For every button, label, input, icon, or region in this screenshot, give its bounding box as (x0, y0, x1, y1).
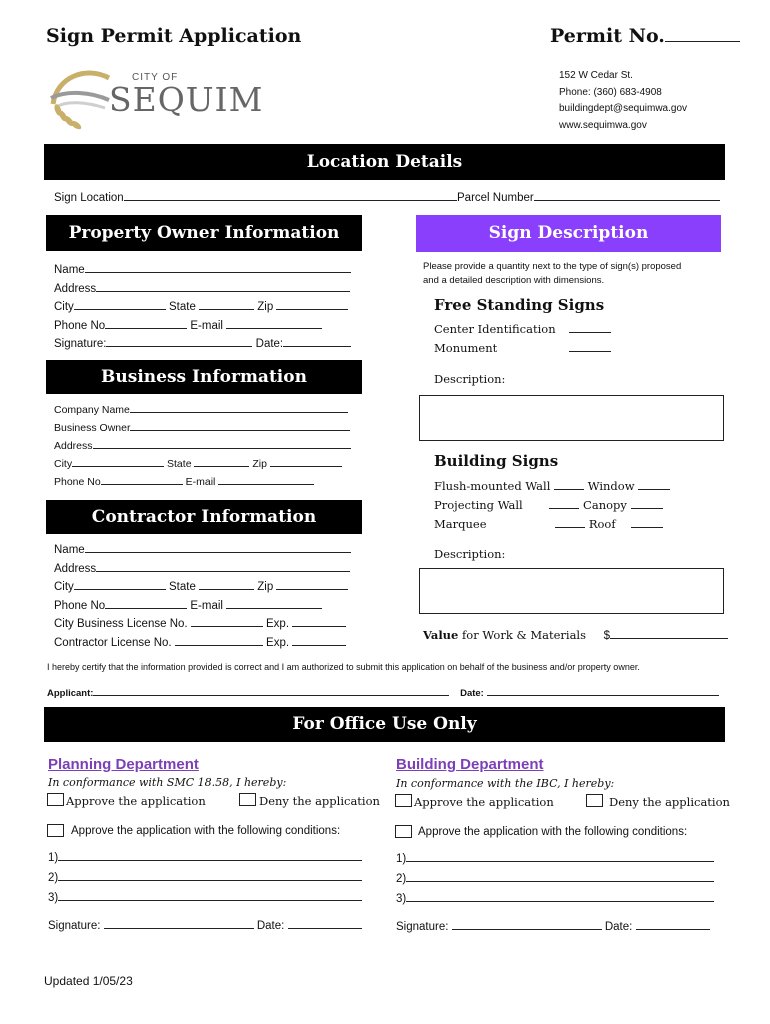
city-license-label: City Business License No. (54, 618, 188, 631)
window-label: Window (587, 479, 635, 493)
description-box-1[interactable] (419, 395, 724, 441)
contractor-license-exp-label: Exp. (266, 636, 290, 649)
owner-signature-date[interactable] (54, 335, 351, 354)
owner-name-label: Name (54, 264, 85, 276)
planning-approve-label: Approve the application (66, 794, 206, 808)
building-department-title: Building Department (396, 756, 544, 773)
contractor-info-header: Contractor Information (46, 500, 362, 534)
contractor-address-label: Address (54, 562, 97, 575)
marquee-roof-row[interactable] (434, 515, 670, 534)
sign-location-label: Sign Location (54, 192, 124, 204)
planning-condition-3[interactable] (48, 888, 362, 908)
contractor-address-field[interactable] (54, 560, 351, 579)
building-condition-1[interactable] (396, 849, 714, 869)
sign-location-field[interactable] (54, 189, 457, 204)
marquee-label: Marquee (434, 517, 487, 531)
location-details-header: Location Details (44, 144, 725, 180)
building-approve-label: Approve the application (414, 795, 554, 809)
building-date-label: Date: (604, 921, 633, 933)
contact-phone: Phone: (360) 683-4908 (559, 86, 662, 98)
building-conditions-checkbox[interactable] (395, 825, 412, 838)
logo-city-of: CITY OF (132, 72, 179, 83)
planning-approve-checkbox[interactable] (47, 793, 64, 806)
contact-block (559, 68, 687, 134)
building-conditions-label: Approve the application with the following conditions: (418, 826, 688, 838)
contact-website[interactable]: www.sequimwa.gov (559, 119, 647, 131)
planning-condition-3-label: 3) (48, 892, 59, 904)
description-box-2[interactable] (419, 568, 724, 614)
planning-conditions-label: Approve the application with the following conditions: (71, 825, 341, 837)
office-use-header: For Office Use Only (44, 707, 725, 742)
business-phone-label: Phone No (54, 476, 101, 488)
planning-conformance: In conformance with SMC 18.58, I hereby: (48, 776, 287, 789)
planning-deny-checkbox[interactable] (239, 793, 256, 806)
certification-text: I hereby certify that the information provided is correct and I am authorized to submit this application on behalf of the business and/or property owner. (47, 662, 640, 672)
center-identification-row[interactable] (434, 320, 611, 339)
business-city-label: City (54, 458, 73, 470)
owner-state-label: State (169, 301, 196, 313)
property-owner-header: Property Owner Information (46, 215, 362, 251)
building-conformance: In conformance with the IBC, I hereby: (396, 777, 615, 790)
business-owner-field[interactable] (54, 419, 351, 437)
owner-phone-label: Phone No (54, 319, 106, 332)
business-phone-email[interactable] (54, 473, 351, 491)
contractor-state-label: State (169, 581, 196, 594)
owner-zip-label: Zip (257, 301, 274, 313)
owner-fields (54, 261, 351, 354)
contractor-phone-label: Phone No (54, 599, 106, 612)
center-identification-label: Center Identification (434, 322, 556, 336)
business-state-label: State (167, 458, 192, 470)
business-owner-label: Business Owner (54, 422, 131, 434)
contractor-email-label: E-mail (190, 599, 223, 612)
applicant-row[interactable] (47, 686, 719, 699)
planning-condition-2-label: 2) (48, 872, 59, 884)
planning-deny-label: Deny the application (259, 794, 380, 808)
planning-department-title: Planning Department (48, 756, 199, 773)
canopy-label: Canopy (583, 498, 627, 512)
projecting-wall-row[interactable] (434, 496, 670, 515)
building-approve-checkbox[interactable] (395, 794, 412, 807)
owner-city-state-zip[interactable] (54, 298, 351, 317)
building-signature-label: Signature: (396, 921, 449, 933)
building-deny-label: Deny the application (609, 795, 730, 809)
parcel-number-label: Parcel Number (457, 192, 534, 204)
building-signature-row[interactable] (396, 918, 710, 933)
owner-phone-email[interactable] (54, 317, 351, 336)
contractor-city-label: City (54, 581, 74, 594)
contractor-zip-label: Zip (257, 581, 274, 594)
planning-condition-2[interactable] (48, 868, 362, 888)
building-condition-2-label: 2) (396, 873, 407, 885)
contractor-name-field[interactable] (54, 541, 351, 560)
owner-address-field[interactable] (54, 280, 351, 299)
description-label-2: Description: (434, 547, 506, 561)
applicant-label: Applicant: (47, 688, 94, 699)
contractor-phone-email[interactable] (54, 597, 351, 616)
business-zip-label: Zip (252, 458, 267, 470)
page-title: Sign Permit Application (46, 25, 302, 47)
planning-condition-1[interactable] (48, 848, 362, 868)
planning-conditions-list (48, 848, 362, 908)
contractor-license-label: Contractor License No. (54, 636, 172, 649)
company-name-field[interactable] (54, 401, 351, 419)
sign-description-header: Sign Description (416, 215, 721, 252)
building-signs-list (434, 477, 670, 534)
building-condition-3-label: 3) (396, 893, 407, 905)
building-condition-1-label: 1) (396, 853, 407, 865)
projecting-wall-label: Projecting Wall (434, 498, 523, 512)
owner-city-label: City (54, 301, 74, 313)
planning-signature-row[interactable] (48, 917, 362, 932)
updated-date: Updated 1/05/23 (44, 974, 133, 988)
free-standing-title: Free Standing Signs (434, 296, 605, 314)
city-logo (47, 64, 264, 134)
building-deny-checkbox[interactable] (586, 794, 603, 807)
owner-name-field[interactable] (54, 261, 351, 280)
value-label-bold: Value (423, 628, 459, 642)
free-standing-list (434, 320, 611, 358)
company-name-label: Company Name (54, 404, 130, 416)
flush-wall-row[interactable] (434, 477, 670, 496)
contact-address: 152 W Cedar St. (559, 70, 633, 81)
permit-number (550, 25, 740, 47)
planning-date-label: Date: (256, 920, 285, 932)
business-info-header: Business Information (46, 360, 362, 394)
city-license-field[interactable] (54, 615, 351, 634)
parcel-number-field[interactable] (457, 189, 720, 204)
planning-signature-label: Signature: (48, 920, 101, 932)
dollar-sign: $ (603, 630, 611, 642)
flush-wall-label: Flush-mounted Wall (434, 479, 551, 493)
applicant-date-label: Date: (460, 688, 484, 699)
contractor-city-state-zip[interactable] (54, 578, 351, 597)
owner-signature-label: Signature: (54, 338, 107, 350)
permit-label: Permit No. (550, 25, 665, 47)
permit-number-field[interactable] (665, 30, 740, 42)
building-conditions-list (396, 849, 714, 909)
sign-instructions (423, 260, 681, 288)
planning-condition-1-label: 1) (48, 852, 59, 864)
owner-date-label: Date: (255, 338, 284, 350)
contractor-name-label: Name (54, 544, 85, 556)
roof-label: Roof (588, 517, 616, 531)
city-license-exp-label: Exp. (266, 618, 290, 631)
contractor-license-field[interactable] (54, 634, 351, 653)
description-label-1: Description: (434, 372, 506, 386)
sign-instructions-line-1: Please provide a quantity next to the type of sign(s) proposed (423, 261, 682, 272)
building-condition-3[interactable] (396, 889, 714, 909)
monument-row[interactable] (434, 339, 611, 358)
sign-instructions-line-2: and a detailed description with dimensions. (423, 275, 605, 286)
contractor-fields (54, 541, 351, 653)
business-address-field[interactable] (54, 437, 351, 455)
business-fields (54, 401, 351, 491)
contact-email[interactable]: buildingdept@sequimwa.gov (559, 103, 688, 114)
owner-email-label: E-mail (190, 319, 223, 332)
business-city-state-zip[interactable] (54, 455, 351, 473)
logo-sequim: SEQUIM (109, 80, 264, 119)
value-label: for Work & Materials (462, 628, 587, 642)
value-field[interactable] (423, 627, 728, 642)
planning-conditions-checkbox[interactable] (47, 824, 64, 837)
owner-address-label: Address (54, 282, 97, 295)
building-signs-title: Building Signs (434, 452, 559, 470)
monument-label: Monument (434, 341, 498, 355)
building-condition-2[interactable] (396, 869, 714, 889)
business-address-label: Address (54, 440, 93, 452)
business-email-label: E-mail (185, 476, 216, 488)
